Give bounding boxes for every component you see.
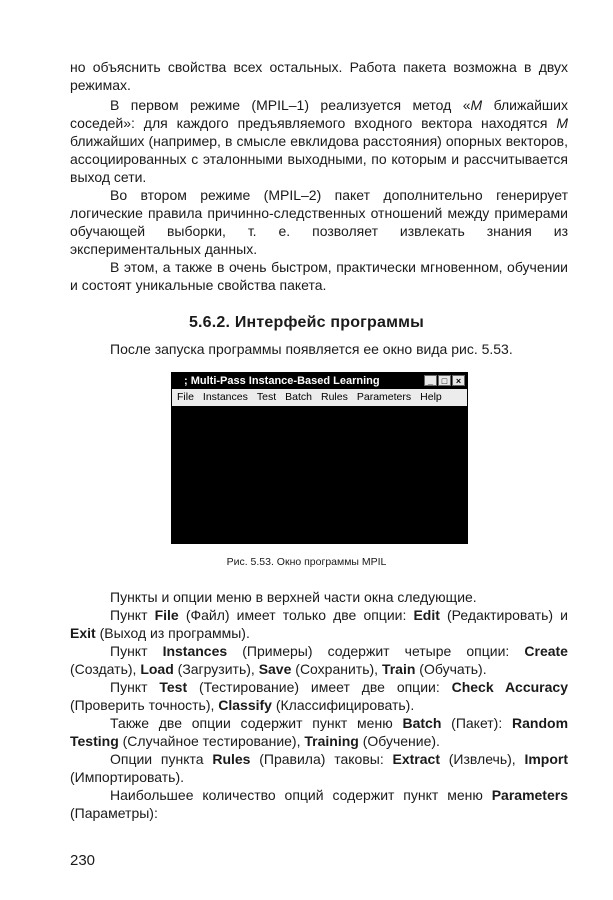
text: Также две опции содержит пункт меню: [110, 715, 403, 731]
paragraph-4: В этом, а также в очень быстром, практически мгновенном, обучении и состоят уникальные свойства пакета.: [70, 259, 568, 293]
body-s3: [70, 642, 568, 678]
paragraph-2: [70, 96, 568, 186]
window-menubar: [172, 389, 467, 406]
text: (Файл) имеет только две опции:: [178, 607, 414, 623]
close-icon: ×: [452, 375, 465, 386]
body-s5: [70, 714, 568, 750]
text: Наибольшее количество опций содержит пункт меню: [110, 787, 492, 803]
menu-file: File: [177, 391, 194, 403]
text: Опции пункта: [110, 751, 213, 767]
menu-test: Test: [256, 391, 277, 403]
text: (Пакет):: [441, 715, 513, 731]
text: (Проверить точность),: [70, 697, 219, 713]
menu-parameters: Parameters: [356, 391, 412, 403]
paragraph-3: Во втором режиме (MPIL–2) пакет дополнительно генерирует логические правила причинно-следственных отношений между примерами обучающей выборки, т. е. позволяет извлекать знания из экспериментальных данных.: [70, 187, 568, 257]
text-italic: M: [470, 97, 483, 113]
text: (Обучение).: [358, 733, 440, 749]
text-bold: Save: [258, 661, 292, 677]
text: (Редактировать) и: [439, 607, 568, 623]
text: (Извлечь),: [439, 751, 525, 767]
text-bold: Training: [304, 733, 359, 749]
text: ближайших (например, в смысле евклидова расстояния) опорных векторов, ассоциированных с эталонными выходными, по которым и рассчитывается выход сети.: [70, 133, 568, 185]
program-window-figure: [171, 372, 468, 544]
text: Пункт: [110, 607, 155, 623]
body-s1: Пункты и опции меню в верхней части окна следующие.: [110, 589, 477, 605]
text: В первом режиме (MPIL–1) реализуется метод «: [110, 97, 471, 113]
text-bold: Edit: [413, 607, 440, 623]
text: (Тестирование) имеет две опции:: [187, 679, 452, 695]
text-bold: Import: [524, 751, 569, 767]
window-title: ; Multi-Pass Instance-Based Learning: [184, 375, 380, 387]
text-bold: Instances: [162, 643, 228, 659]
text: (Выход из программы).: [95, 625, 250, 641]
text: ближайших соседей»: для каждого предъявляемого входного вектора находятся: [70, 97, 568, 131]
text-bold: Extract: [392, 751, 440, 767]
text-bold: Load: [140, 661, 174, 677]
body-s4: [70, 678, 568, 714]
paragraph-1: но объяснить свойства всех остальных. Работа пакета возможна в двух режимах.: [70, 59, 568, 93]
body-s7: [70, 786, 568, 822]
text: (Сохранить),: [291, 661, 382, 677]
text: (Обучать).: [415, 661, 487, 677]
text-italic: M: [556, 115, 568, 131]
text-bold: Create: [524, 643, 568, 659]
text-bold: File: [154, 607, 179, 623]
window-titlebar: [172, 373, 467, 389]
menu-batch: Batch: [285, 391, 312, 403]
text-bold: Train: [381, 661, 416, 677]
text-bold: Random Testing: [70, 715, 569, 749]
text: (Создать),: [70, 661, 141, 677]
body-s6: [70, 750, 568, 786]
text: (Случайное тестирование),: [118, 733, 305, 749]
text-bold: Parameters: [491, 787, 568, 803]
text: (Параметры):: [70, 805, 158, 821]
text-bold: Exit: [70, 625, 96, 641]
text-bold: Test: [159, 679, 188, 695]
menu-instances: Instances: [202, 391, 248, 403]
text-bold: Rules: [212, 751, 251, 767]
text-bold: Classify: [218, 697, 272, 713]
minimize-icon: _: [424, 375, 437, 386]
menu-rules: Rules: [321, 391, 348, 403]
intro-paragraph: После запуска программы появляется ее окно вида рис. 5.53.: [110, 341, 513, 357]
text: (Классифицировать).: [271, 697, 415, 713]
maximize-icon: □: [438, 375, 451, 386]
window-client-area: [172, 406, 467, 543]
menu-help: Help: [420, 391, 442, 403]
text: Пункт: [110, 643, 163, 659]
text: (Импортировать).: [70, 769, 185, 785]
text-bold: Check Accuracy: [451, 679, 568, 695]
text: (Правила) таковы:: [250, 751, 393, 767]
text: (Загрузить),: [173, 661, 259, 677]
figure-caption: Рис. 5.53. Окно программы MPIL: [226, 556, 387, 568]
section-heading: 5.6.2. Интерфейс программы: [188, 314, 425, 331]
page-number: 230: [70, 852, 96, 869]
text-bold: Batch: [402, 715, 442, 731]
text: Пункт: [110, 679, 160, 695]
window-buttons: [424, 375, 465, 386]
body-s2: [70, 606, 568, 642]
text: (Примеры) содержит четыре опции:: [227, 643, 525, 659]
